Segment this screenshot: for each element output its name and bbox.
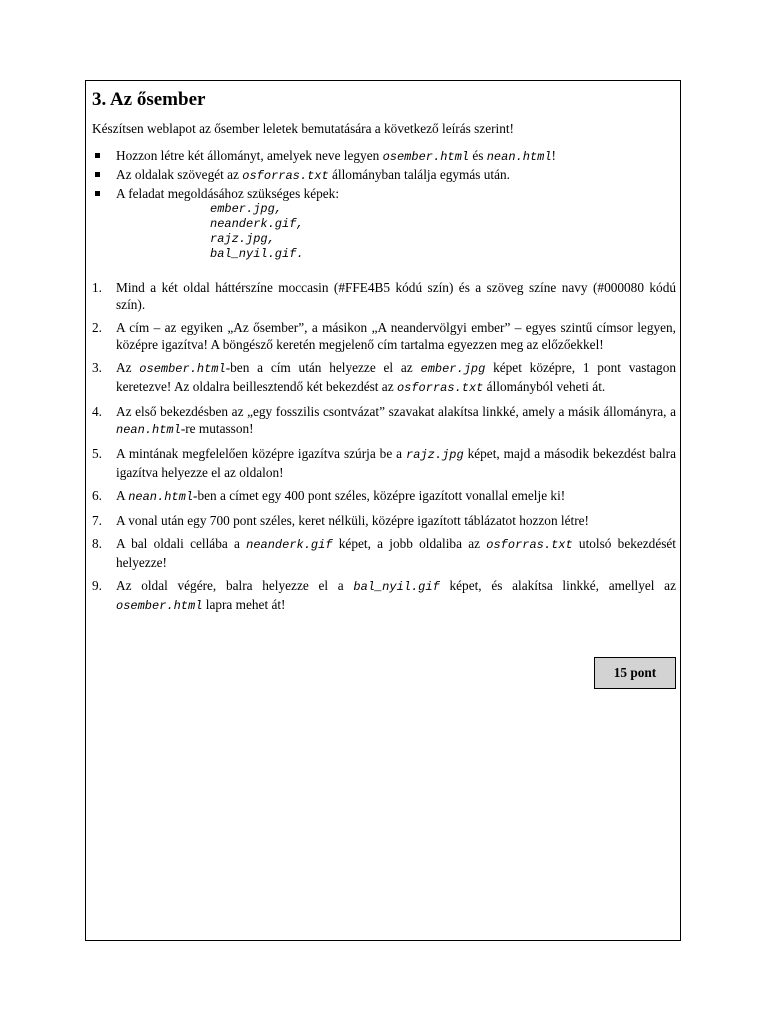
filename: ember.jpg [420,362,486,376]
step-item: 1. Mind a két oldal háttérszíne moccasin (#FFE4B5 kódú szín) és a szöveg színe navy (#000080 kódú szín). [92,280,676,312]
filename: osember.html [116,599,203,613]
step-number: 3. [92,360,102,375]
step-number: 4. [92,404,102,419]
filename: nean.html [116,423,181,437]
step-number: 8. [92,536,102,551]
step-item: 3. Az osember.html-ben a cím után helyezze el az ember.jpg képet középre, 1 pont vastagon keretezve! Az oldalra beillesztendő két bekezdést az osforras.txt állományból veheti át. [92,360,676,395]
step-number: 9. [92,578,102,593]
bullet-list [92,147,676,262]
bullet-square-icon [95,172,100,177]
filename: nean.html [128,490,194,504]
step-item: 2. A cím – az egyiken „Az ősember”, a másikon „A neandervölgyi ember” – egyes szintű címsor legyen, középre igazítva! A böngésző keretén megjelenő cím tartalma egyezzen meg az előzőekkel! [92,320,676,352]
image-file: bal_nyil.gif. [210,247,304,261]
step-number: 1. [92,280,102,295]
step-number: 6. [92,488,102,503]
bullet-square-icon [95,191,100,196]
filename: rajz.jpg [406,448,464,462]
step-number: 5. [92,446,102,461]
filename: osforras.txt [242,169,329,183]
filename: bal_nyil.gif [353,580,440,594]
bullet-item: Az oldalak szövegét az osforras.txt állományban találja egymás után. [92,166,676,185]
step-item: 8. A bal oldali cellába a neanderk.gif képet, a jobb oldaliba az osforras.txt utolsó bekezdését helyezze! [92,536,676,570]
filename: nean.html [486,150,552,164]
step-item: 4. Az első bekezdésben az „egy fosszilis csontvázat” szavakat alakítsa linkké, amely a másik állományra, a nean.html-re mutasson! [92,404,676,437]
filename: osforras.txt [486,538,573,552]
image-file: ember.jpg, [210,202,283,216]
filename: neanderk.gif [246,538,333,552]
bullet-item: Hozzon létre két állományt, amelyek neve legyen osember.html és nean.html! [92,147,676,166]
bullet-square-icon [95,153,100,158]
filename: osember.html [382,150,469,164]
image-file-list [186,202,676,262]
image-file: neanderk.gif, [210,217,304,231]
intro-text: Készítsen weblapot az ősember leletek bemutatására a következő leírás szerint! [92,121,514,136]
step-list [92,279,676,615]
step-item: 6. A nean.html-ben a címet egy 400 pont széles, középre igazított vonallal emelje ki! [92,488,566,504]
bullet-item: A feladat megoldásához szükséges képek: ember.jpg, neanderk.gif, rajz.jpg, bal_nyil.gif. [92,185,676,262]
step-item: 9. Az oldal végére, balra helyezze el a bal_nyil.gif képet, és alakítsa linkké, amellyel az osember.html lapra mehet át! [92,578,676,613]
step-item: 7. A vonal után egy 700 pont széles, keret nélküli, középre igazított táblázatot hozzon létre! [92,513,589,528]
task-title: 3. Az ősember [92,89,206,110]
task-content [92,88,676,621]
image-file: rajz.jpg, [210,232,275,246]
score-box: 15 pont [594,657,676,689]
step-item: 5. A mintának megfelelően középre igazítva szúrja be a rajz.jpg képet, majd a második bekezdést balra igazítva helyezze el az oldalon! [92,446,676,480]
filename: osforras.txt [396,381,484,395]
step-number: 7. [92,513,102,528]
task-frame [85,80,681,941]
step-number: 2. [92,320,102,335]
filename: osember.html [139,362,226,376]
